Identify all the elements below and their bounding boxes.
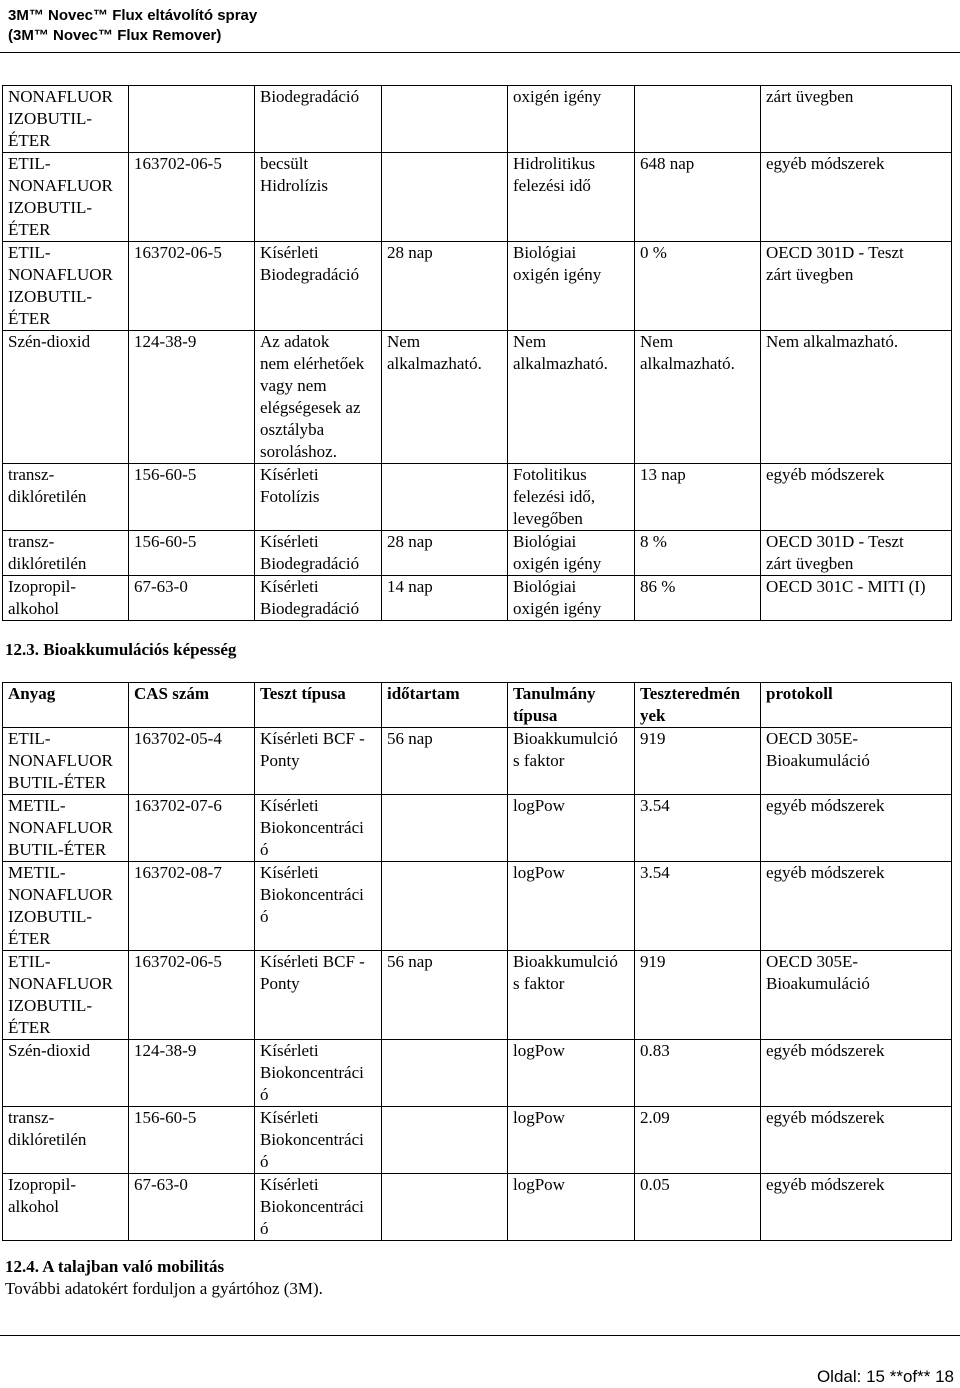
table-cell: Nem alkalmazható. <box>382 331 508 464</box>
table-cell: 163702-07-6 <box>129 795 255 862</box>
table-cell: egyéb módszerek <box>761 862 952 951</box>
table-cell: ETIL- NONAFLUOR IZOBUTIL- ÉTER <box>3 153 129 242</box>
table-cell: Nem alkalmazható. <box>508 331 635 464</box>
table-cell: 8 % <box>635 531 761 576</box>
table-cell: 67-63-0 <box>129 576 255 621</box>
footer-divider <box>0 1335 960 1336</box>
table-cell: 919 <box>635 951 761 1040</box>
table-row <box>3 153 952 242</box>
table-cell <box>382 1107 508 1174</box>
table-cell: Kísérleti Biodegradáció <box>255 576 382 621</box>
document-header <box>8 6 257 46</box>
table-cell: 28 nap <box>382 531 508 576</box>
table-cell: transz- diklóretilén <box>3 464 129 531</box>
table-cell: logPow <box>508 795 635 862</box>
table-cell: 648 nap <box>635 153 761 242</box>
table-cell: Kísérleti Biokoncentráci ó <box>255 1174 382 1241</box>
section-heading-soil-mobility: 12.4. A talajban való mobilitás <box>5 1257 225 1276</box>
table-cell: Szén-dioxid <box>3 331 129 464</box>
table-cell: 124-38-9 <box>129 1040 255 1107</box>
table-row <box>3 1174 952 1241</box>
table-cell: egyéb módszerek <box>761 1174 952 1241</box>
table-cell: 3.54 <box>635 795 761 862</box>
table-cell: Biológiai oxigén igény <box>508 576 635 621</box>
table-row <box>3 464 952 531</box>
header-title: 3M™ Novec™ Flux eltávolító spray <box>8 7 258 24</box>
table-header-row <box>3 683 952 728</box>
table-cell: transz- diklóretilén <box>3 1107 129 1174</box>
table-cell: 3.54 <box>635 862 761 951</box>
table-cell: logPow <box>508 1040 635 1107</box>
table-cell: 13 nap <box>635 464 761 531</box>
table-cell: Kísérleti Biokoncentráci ó <box>255 795 382 862</box>
table-row <box>3 795 952 862</box>
table-cell: OECD 305E- Bioakumuláció <box>761 728 952 795</box>
table-cell: Kísérleti BCF - Ponty <box>255 951 382 1040</box>
table-cell: egyéb módszerek <box>761 153 952 242</box>
table-cell <box>382 1174 508 1241</box>
section-heading-bioaccumulation: 12.3. Bioakkumulációs képesség <box>5 640 237 659</box>
table-cell: Bioakkumulció s faktor <box>508 951 635 1040</box>
table-cell: 156-60-5 <box>129 1107 255 1174</box>
table-cell: OECD 301C - MITI (I) <box>761 576 952 621</box>
biodegradation-table <box>2 85 952 621</box>
table-cell: Szén-dioxid <box>3 1040 129 1107</box>
column-header: időtartam <box>382 683 508 728</box>
column-header: Teszteredmén yek <box>635 683 761 728</box>
table-cell: OECD 305E- Bioakumuláció <box>761 951 952 1040</box>
bioaccumulation-table <box>2 682 952 1241</box>
table-cell: logPow <box>508 862 635 951</box>
table-cell: egyéb módszerek <box>761 1107 952 1174</box>
table-cell: Biodegradáció <box>255 86 382 153</box>
table-cell: zárt üvegben <box>761 86 952 153</box>
table-cell: logPow <box>508 1107 635 1174</box>
table-cell: Kísérleti Biokoncentráci ó <box>255 862 382 951</box>
contact-note: További adatokért forduljon a gyártóhoz (3M). <box>5 1279 323 1298</box>
header-subtitle: (3M™ Novec™ Flux Remover) <box>8 27 222 44</box>
table-cell: 156-60-5 <box>129 531 255 576</box>
table-cell: oxigén igény <box>508 86 635 153</box>
table-row <box>3 576 952 621</box>
table-cell: 163702-06-5 <box>129 153 255 242</box>
table-row <box>3 86 952 153</box>
column-header: Teszt típusa <box>255 683 382 728</box>
table-cell: ETIL- NONAFLUOR BUTIL-ÉTER <box>3 728 129 795</box>
table-cell: ETIL- NONAFLUOR IZOBUTIL- ÉTER <box>3 242 129 331</box>
table-cell: Izopropil- alkohol <box>3 576 129 621</box>
table-cell: 56 nap <box>382 728 508 795</box>
table-cell <box>129 86 255 153</box>
table-cell <box>382 464 508 531</box>
table-cell: Izopropil- alkohol <box>3 1174 129 1241</box>
table-cell: NONAFLUOR IZOBUTIL- ÉTER <box>3 86 129 153</box>
column-header: CAS szám <box>129 683 255 728</box>
table-cell: Kísérleti BCF - Ponty <box>255 728 382 795</box>
table-row <box>3 531 952 576</box>
table-cell: 0 % <box>635 242 761 331</box>
table-cell: Bioakkumulció s faktor <box>508 728 635 795</box>
table-cell: OECD 301D - Teszt zárt üvegben <box>761 242 952 331</box>
table-cell: 156-60-5 <box>129 464 255 531</box>
table-cell: METIL- NONAFLUOR BUTIL-ÉTER <box>3 795 129 862</box>
table-row <box>3 951 952 1040</box>
table-cell: egyéb módszerek <box>761 1040 952 1107</box>
column-header: Tanulmány típusa <box>508 683 635 728</box>
table-cell: Kísérleti Biodegradáció <box>255 531 382 576</box>
table-cell: logPow <box>508 1174 635 1241</box>
table-cell: 163702-06-5 <box>129 951 255 1040</box>
table-cell: 124-38-9 <box>129 331 255 464</box>
table-cell <box>635 86 761 153</box>
table-cell <box>382 153 508 242</box>
column-header: Anyag <box>3 683 129 728</box>
table-cell: Kísérleti Biokoncentráci ó <box>255 1040 382 1107</box>
table-cell: Az adatok nem elérhetőek vagy nem elégségesek az osztályba soroláshoz. <box>255 331 382 464</box>
table-row <box>3 1107 952 1174</box>
table-cell: 86 % <box>635 576 761 621</box>
table-cell <box>382 862 508 951</box>
table-cell: Fotolitikus felezési idő, levegőben <box>508 464 635 531</box>
column-header: protokoll <box>761 683 952 728</box>
table-cell: 14 nap <box>382 576 508 621</box>
table-cell: Nem alkalmazható. <box>635 331 761 464</box>
table-cell: 2.09 <box>635 1107 761 1174</box>
table-cell: Nem alkalmazható. <box>761 331 952 464</box>
table-cell: 0.83 <box>635 1040 761 1107</box>
table-cell: transz- diklóretilén <box>3 531 129 576</box>
table-cell: Hidrolitikus felezési idő <box>508 153 635 242</box>
table-cell: Biológiai oxigén igény <box>508 531 635 576</box>
table-row <box>3 862 952 951</box>
table-row <box>3 1040 952 1107</box>
table-cell: egyéb módszerek <box>761 464 952 531</box>
table-row <box>3 242 952 331</box>
table-cell: 919 <box>635 728 761 795</box>
table-cell: becsült Hidrolízis <box>255 153 382 242</box>
table-cell: 67-63-0 <box>129 1174 255 1241</box>
page-number: Oldal: 15 **of** 18 <box>816 1367 954 1386</box>
table-cell: 163702-06-5 <box>129 242 255 331</box>
table-cell: 163702-08-7 <box>129 862 255 951</box>
table-cell: 163702-05-4 <box>129 728 255 795</box>
table-cell <box>382 1040 508 1107</box>
table-cell: Kísérleti Biokoncentráci ó <box>255 1107 382 1174</box>
table-row <box>3 331 952 464</box>
table-cell: Biológiai oxigén igény <box>508 242 635 331</box>
table-cell: OECD 301D - Teszt zárt üvegben <box>761 531 952 576</box>
table-cell: 56 nap <box>382 951 508 1040</box>
table-cell: 0.05 <box>635 1174 761 1241</box>
table-cell: Kísérleti Biodegradáció <box>255 242 382 331</box>
table-row <box>3 728 952 795</box>
table-cell: METIL- NONAFLUOR IZOBUTIL- ÉTER <box>3 862 129 951</box>
table-cell <box>382 86 508 153</box>
table-cell <box>382 795 508 862</box>
table-cell: egyéb módszerek <box>761 795 952 862</box>
table-cell: ETIL- NONAFLUOR IZOBUTIL- ÉTER <box>3 951 129 1040</box>
table-cell: Kísérleti Fotolízis <box>255 464 382 531</box>
header-divider <box>0 52 960 53</box>
table-cell: 28 nap <box>382 242 508 331</box>
